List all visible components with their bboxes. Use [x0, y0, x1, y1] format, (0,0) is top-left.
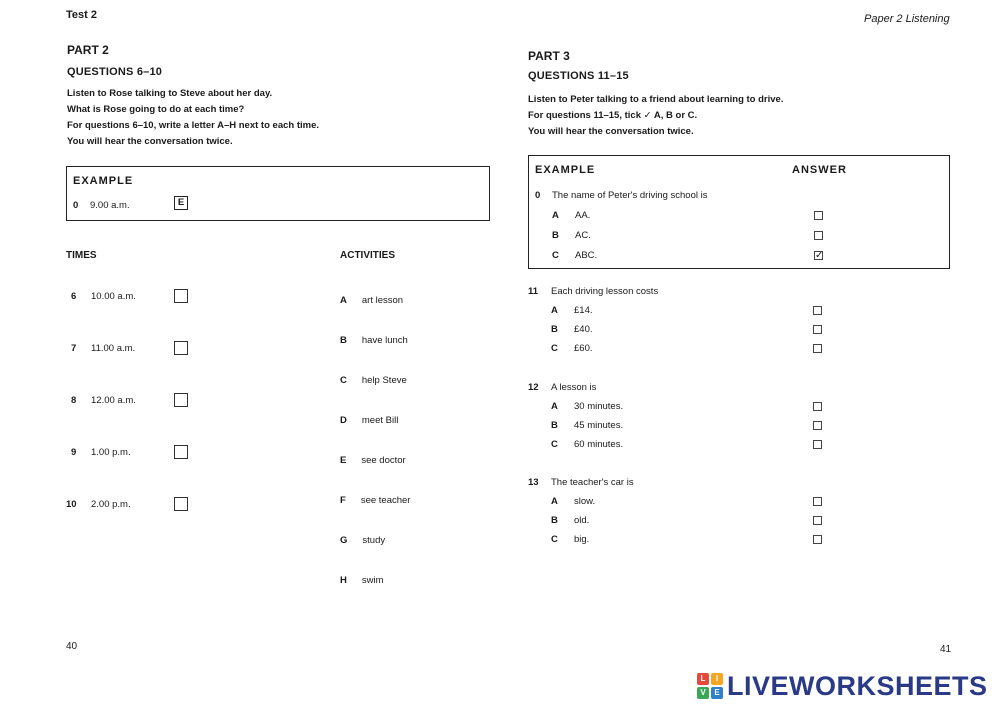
part-3-title: PART 3	[528, 49, 570, 63]
option-checkbox[interactable]	[813, 440, 822, 449]
example-time: 9.00 a.m.	[90, 200, 130, 211]
example-option	[552, 230, 932, 242]
option-text: £14.	[574, 305, 593, 316]
time-row	[66, 444, 196, 460]
option-checkbox[interactable]	[813, 421, 822, 430]
example-label: EXAMPLE	[535, 164, 596, 176]
question-block-12	[528, 382, 950, 452]
option-text: 30 minutes.	[574, 401, 624, 412]
time-value: 1.00 p.m.	[91, 447, 131, 458]
instruction-line: You will hear the conversation twice.	[528, 126, 694, 137]
option-text: £60.	[574, 343, 593, 354]
answer-box-9[interactable]	[174, 445, 188, 459]
activity-text: see teacher	[360, 495, 411, 506]
activity-item	[340, 370, 407, 388]
answer-box-7[interactable]	[174, 341, 188, 355]
instruction-line: For questions 6–10, write a letter A–H next to each time.	[67, 120, 320, 131]
example-answer-box: E	[174, 196, 188, 210]
option-letter: B	[551, 515, 558, 526]
activity-letter: E	[340, 455, 347, 466]
option-letter: C	[551, 534, 558, 545]
activity-text: meet Bill	[361, 415, 399, 426]
option-checkbox[interactable]	[813, 535, 822, 544]
running-header-left: Test 2	[66, 9, 97, 21]
option-checkbox[interactable]	[813, 325, 822, 334]
activity-letter: G	[340, 535, 348, 546]
time-row	[66, 496, 196, 512]
time-row	[66, 288, 196, 304]
time-number: 9	[71, 447, 77, 458]
activity-text: see doctor	[361, 455, 406, 466]
answer-box-8[interactable]	[174, 393, 188, 407]
option-letter: A	[551, 401, 558, 412]
part-2-instructions	[67, 86, 467, 150]
activity-letter: C	[340, 375, 347, 386]
answer-box-6[interactable]	[174, 289, 188, 303]
part-2-example-box	[66, 166, 490, 221]
part-2-title: PART 2	[67, 43, 109, 57]
activities-header: ACTIVITIES	[340, 250, 396, 261]
time-value: 11.00 a.m.	[91, 343, 136, 354]
answer-label: ANSWER	[792, 164, 847, 176]
time-number: 7	[71, 343, 77, 354]
activity-item	[340, 570, 384, 588]
activity-letter: B	[340, 335, 347, 346]
option-letter: C	[552, 250, 559, 261]
option-text: ABC.	[575, 250, 598, 261]
option-text: AC.	[575, 230, 591, 241]
logo-tile: E	[711, 687, 723, 699]
time-value: 12.00 a.m.	[91, 395, 136, 406]
activity-letter: D	[340, 415, 347, 426]
example-label: EXAMPLE	[73, 175, 134, 187]
time-row	[66, 340, 196, 356]
page-number-right: 41	[940, 644, 952, 655]
running-header-right: Paper 2 Listening	[864, 13, 950, 25]
option-text: 45 minutes.	[574, 420, 624, 431]
time-number: 8	[71, 395, 77, 406]
option-letter: C	[551, 343, 558, 354]
question-number: 11	[528, 286, 539, 297]
question-number: 12	[528, 382, 539, 393]
question-text: Each driving lesson costs	[551, 286, 659, 297]
questions-6-10-title: QUESTIONS 6–10	[67, 66, 163, 78]
activity-letter: H	[340, 575, 347, 586]
question-text: The teacher's car is	[551, 477, 634, 488]
example-question: The name of Peter's driving school is	[552, 190, 708, 201]
option-letter: A	[551, 496, 558, 507]
activity-letter: A	[340, 295, 347, 306]
option-letter: A	[551, 305, 558, 316]
question-block-13	[528, 477, 950, 547]
activity-item	[340, 450, 406, 468]
question-text: A lesson is	[551, 382, 597, 393]
logo-tile: I	[711, 673, 723, 685]
logo-icon	[697, 673, 723, 699]
question-block-11	[528, 286, 950, 356]
activity-text: study	[362, 535, 386, 546]
instruction-line: What is Rose going to do at each time?	[67, 104, 245, 115]
questions-11-15-title: QUESTIONS 11–15	[528, 70, 629, 82]
option-checkbox[interactable]	[813, 497, 822, 506]
answer-box-10[interactable]	[174, 497, 188, 511]
time-number: 10	[66, 499, 77, 510]
time-value: 2.00 p.m.	[91, 499, 131, 510]
time-row	[66, 392, 196, 408]
option-checkbox	[814, 231, 823, 240]
option-checkbox[interactable]	[813, 344, 822, 353]
option-text: AA.	[575, 210, 591, 221]
part-3-example-box	[528, 155, 950, 269]
option-letter: B	[551, 420, 558, 431]
option-text: big.	[574, 534, 590, 545]
option-checkbox[interactable]	[813, 306, 822, 315]
option-letter: C	[551, 439, 558, 450]
instruction-line: Listen to Rose talking to Steve about her day.	[67, 88, 273, 99]
activity-letter: F	[340, 495, 346, 506]
logo-tile: L	[697, 673, 709, 685]
time-number: 6	[71, 291, 77, 302]
question-number: 13	[528, 477, 539, 488]
liveworksheets-logo	[697, 671, 988, 701]
instruction-line: Listen to Peter talking to a friend about learning to drive.	[528, 94, 784, 105]
activity-text: art lesson	[361, 295, 404, 306]
logo-text: LIVEWORKSHEETS	[727, 670, 988, 701]
page-number-left: 40	[66, 641, 78, 652]
option-text: £40.	[574, 324, 593, 335]
example-number: 0	[535, 190, 541, 201]
activity-text: swim	[361, 575, 384, 586]
example-option	[552, 210, 932, 222]
activity-text: help Steve	[361, 375, 407, 386]
activity-item	[340, 290, 403, 308]
example-number: 0	[73, 200, 79, 211]
activity-item	[340, 490, 410, 508]
option-letter: B	[551, 324, 558, 335]
times-header: TIMES	[66, 250, 97, 261]
example-option	[552, 250, 932, 262]
instruction-line: For questions 11–15, tick ✓ A, B or C.	[528, 110, 698, 121]
option-letter: A	[552, 210, 559, 221]
activity-item	[340, 330, 408, 348]
instruction-line: You will hear the conversation twice.	[67, 136, 233, 147]
ticked-checkbox: ✓	[815, 250, 824, 261]
option-text: 60 minutes.	[574, 439, 624, 450]
option-checkbox[interactable]	[813, 402, 822, 411]
activity-item	[340, 410, 398, 428]
part-3-instructions	[528, 92, 948, 140]
option-letter: B	[552, 230, 559, 241]
option-checkbox[interactable]	[813, 516, 822, 525]
option-checkbox	[814, 211, 823, 220]
activity-text: have lunch	[361, 335, 408, 346]
activity-item	[340, 530, 385, 548]
option-text: old.	[574, 515, 590, 526]
time-value: 10.00 a.m.	[91, 291, 136, 302]
option-text: slow.	[574, 496, 596, 507]
logo-tile: V	[697, 687, 709, 699]
